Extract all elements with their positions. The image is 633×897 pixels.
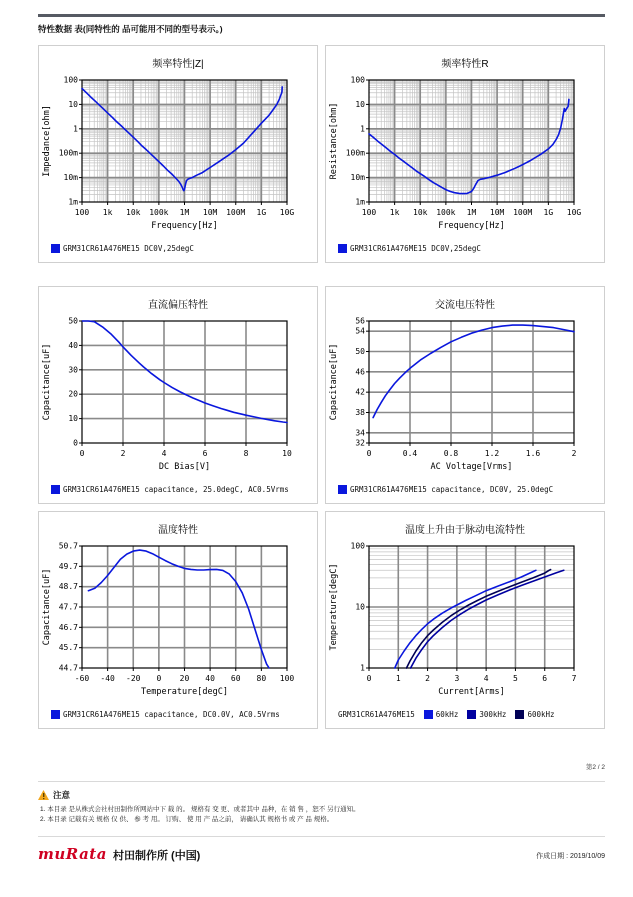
legend-label: 600kHz	[527, 710, 555, 719]
svg-text:2: 2	[571, 449, 577, 458]
svg-text:1: 1	[360, 663, 365, 673]
svg-text:100: 100	[279, 674, 295, 683]
creation-date: 作成日期 : 2019/10/09	[536, 853, 605, 860]
legend-swatch	[338, 244, 347, 253]
x-axis-label: Temperature[degC]	[141, 687, 228, 697]
svg-text:1G: 1G	[256, 208, 267, 217]
x-axis-label: DC Bias[V]	[158, 462, 211, 472]
svg-text:20: 20	[68, 389, 78, 399]
svg-text:38: 38	[355, 408, 365, 417]
y-axis-label: Impedance[ohm]	[42, 105, 52, 177]
legend-entry	[338, 244, 481, 253]
warning-icon	[38, 790, 49, 800]
svg-text:4: 4	[483, 674, 489, 683]
legend-swatch	[424, 710, 433, 719]
svg-text:10k: 10k	[126, 208, 141, 217]
svg-text:10: 10	[68, 414, 78, 424]
svg-text:48.7: 48.7	[58, 582, 78, 592]
legend-entry	[51, 710, 280, 719]
svg-text:1k: 1k	[102, 208, 113, 217]
svg-text:1.6: 1.6	[525, 449, 541, 458]
legend-entry	[338, 485, 553, 494]
svg-text:30: 30	[68, 365, 78, 375]
svg-text:80: 80	[256, 674, 267, 683]
svg-text:60: 60	[230, 674, 241, 683]
svg-text:50: 50	[355, 347, 365, 356]
legend-label: GRM31CR61A476ME15 DC0V,25degC	[63, 244, 194, 253]
legend-label: GRM31CR61A476ME15 capacitance, DC0.0V, AC0.5Vrms	[63, 710, 280, 719]
dc-bias-chart	[40, 311, 318, 473]
svg-text:2: 2	[120, 449, 126, 458]
company-name: 村田制作所 (中国)	[112, 850, 201, 862]
legend-swatch	[51, 244, 60, 253]
svg-text:1: 1	[395, 674, 401, 683]
svg-text:100m: 100m	[345, 148, 365, 158]
ripple-current-chart	[327, 536, 605, 698]
chart-legend	[338, 485, 553, 494]
svg-text:10M: 10M	[489, 208, 505, 217]
y-axis-label: Capacitance[uF]	[329, 343, 339, 421]
svg-text:1m: 1m	[68, 197, 78, 207]
svg-text:1.2: 1.2	[484, 449, 500, 458]
legend-swatch	[51, 710, 60, 719]
svg-text:34: 34	[355, 428, 365, 438]
chart-title: 温度上升由于脉动电流特性	[405, 525, 525, 536]
top-divider-bar	[38, 14, 605, 17]
svg-text:100k: 100k	[436, 208, 456, 217]
svg-text:4: 4	[161, 449, 167, 458]
svg-text:10k: 10k	[413, 208, 428, 217]
svg-text:100: 100	[350, 541, 365, 551]
svg-text:20: 20	[179, 674, 190, 683]
svg-text:46.7: 46.7	[58, 622, 78, 632]
svg-text:54: 54	[355, 326, 365, 336]
chart-panel-temperature	[38, 511, 318, 729]
legend-swatch	[338, 485, 347, 494]
svg-text:46: 46	[355, 367, 365, 377]
y-axis-label: Capacitance[uF]	[42, 343, 52, 421]
chart-panel-impedance	[38, 45, 318, 263]
svg-text:-20: -20	[126, 674, 141, 683]
notice-item: 2. 本目录 记载有关 规格 仅 供、 参 考 用。 订购、 使 用 产 品之前， 请确认其 规格书 或 产 品 规格。	[40, 816, 334, 823]
svg-text:100M: 100M	[513, 208, 533, 217]
legend-label: 300kHz	[479, 710, 507, 719]
page-indicator: 第2 / 2	[585, 764, 605, 771]
svg-text:100: 100	[63, 75, 78, 85]
legend-entry	[467, 710, 506, 719]
chart-legend	[51, 710, 280, 719]
x-axis-label: Frequency[Hz]	[438, 221, 505, 231]
svg-text:10G: 10G	[566, 208, 582, 217]
chart-panel-ripple-current	[325, 511, 605, 729]
svg-text:42: 42	[355, 387, 365, 397]
murata-logo: muRata	[38, 845, 107, 863]
temperature-chart	[40, 536, 318, 698]
legend-swatch	[515, 710, 524, 719]
legend-label: GRM31CR61A476ME15 DC0V,25degC	[350, 244, 481, 253]
svg-text:0: 0	[73, 438, 78, 448]
chart-panel-dc-bias	[38, 286, 318, 504]
chart-legend	[338, 244, 481, 253]
svg-text:10G: 10G	[279, 208, 295, 217]
svg-text:32: 32	[355, 438, 365, 448]
svg-text:3: 3	[454, 674, 460, 683]
legend-entry	[424, 710, 459, 719]
svg-text:6: 6	[542, 674, 548, 683]
legend-label: GRM31CR61A476ME15 capacitance, DC0V, 25.0degC	[350, 485, 554, 494]
svg-text:1: 1	[360, 124, 365, 134]
svg-text:49.7: 49.7	[58, 561, 78, 571]
svg-text:0.4: 0.4	[402, 449, 418, 458]
legend-label: 60kHz	[435, 710, 459, 719]
notice-header	[38, 789, 70, 801]
svg-text:0: 0	[366, 674, 372, 683]
svg-text:40: 40	[205, 674, 215, 683]
svg-text:0: 0	[156, 674, 162, 683]
svg-text:7: 7	[571, 674, 577, 683]
svg-text:10M: 10M	[202, 208, 218, 217]
legend-swatch	[467, 710, 476, 719]
legend-entry	[515, 710, 554, 719]
chart-legend	[51, 244, 194, 253]
svg-text:0: 0	[366, 449, 372, 458]
svg-text:0: 0	[79, 449, 85, 458]
chart-title: 温度特性	[158, 525, 198, 536]
svg-text:100: 100	[74, 208, 90, 217]
svg-text:50.7: 50.7	[58, 541, 78, 551]
chart-legend	[338, 710, 555, 719]
page-title: 特性数据 表(同特性的 品可能用不同的型号表示。)	[38, 24, 223, 34]
svg-text:1G: 1G	[543, 208, 554, 217]
svg-text:10: 10	[282, 449, 292, 458]
svg-text:47.7: 47.7	[58, 602, 78, 612]
notice-title: 注意	[53, 790, 71, 800]
divider	[38, 781, 605, 782]
svg-text:56: 56	[355, 316, 365, 326]
x-axis-label: Frequency[Hz]	[151, 221, 218, 231]
x-axis-label: Current[Arms]	[438, 687, 505, 697]
svg-text:5: 5	[513, 674, 518, 683]
legend-part-number: GRM31CR61A476ME15	[338, 710, 415, 719]
legend-swatch	[51, 485, 60, 494]
chart-panel-resistance	[325, 45, 605, 263]
svg-text:10: 10	[68, 99, 78, 109]
svg-text:6: 6	[202, 449, 208, 458]
svg-text:50: 50	[68, 316, 78, 326]
chart-legend	[51, 485, 289, 494]
y-axis-label: Resistance[ohm]	[329, 102, 339, 180]
resistance-frequency-chart	[327, 70, 605, 232]
svg-text:100m: 100m	[58, 148, 78, 158]
svg-text:44.7: 44.7	[58, 663, 78, 673]
divider	[38, 836, 605, 837]
svg-text:1M: 1M	[466, 208, 477, 217]
svg-text:100: 100	[350, 75, 365, 85]
chart-title: 频率特性R	[441, 59, 489, 70]
notice-item: 1. 本目录 是从株式会社村田制作所网站中下 载 的。 规格有 变 更、或者其中 品种，在 销 售 ，恕不 另行通知。	[40, 806, 360, 813]
x-axis-label: AC Voltage[Vrms]	[430, 462, 513, 472]
svg-text:1: 1	[73, 124, 78, 134]
legend-entry	[51, 485, 289, 494]
svg-text:100M: 100M	[226, 208, 246, 217]
ac-voltage-chart	[327, 311, 605, 473]
svg-text:45.7: 45.7	[58, 643, 78, 653]
chart-panel-ac-voltage	[325, 286, 605, 504]
svg-text:1M: 1M	[179, 208, 190, 217]
svg-text:0.8: 0.8	[443, 449, 459, 458]
chart-title: 直流偏压特性	[148, 300, 208, 311]
legend-entry	[51, 244, 194, 253]
chart-title: 交流电压特性	[435, 300, 495, 311]
chart-title: 频率特性|Z|	[152, 59, 204, 70]
svg-text:8: 8	[243, 449, 249, 458]
svg-text:10: 10	[355, 602, 365, 612]
svg-text:1m: 1m	[355, 197, 365, 207]
svg-text:1k: 1k	[389, 208, 400, 217]
svg-text:100: 100	[361, 208, 377, 217]
y-axis-label: Temperature[degC]	[329, 563, 339, 651]
svg-text:10m: 10m	[63, 173, 78, 183]
svg-text:-40: -40	[100, 674, 115, 683]
impedance-frequency-chart	[40, 70, 318, 232]
svg-text:2: 2	[425, 674, 430, 683]
legend-label: GRM31CR61A476ME15 capacitance, 25.0degC, AC0.5Vrms	[63, 485, 289, 494]
svg-text:-60: -60	[74, 674, 90, 683]
svg-text:100k: 100k	[149, 208, 169, 217]
svg-text:40: 40	[68, 340, 78, 350]
footer-branding	[38, 845, 200, 863]
y-axis-label: Capacitance[uF]	[42, 568, 52, 646]
svg-text:10: 10	[355, 99, 365, 109]
svg-text:10m: 10m	[350, 173, 365, 183]
